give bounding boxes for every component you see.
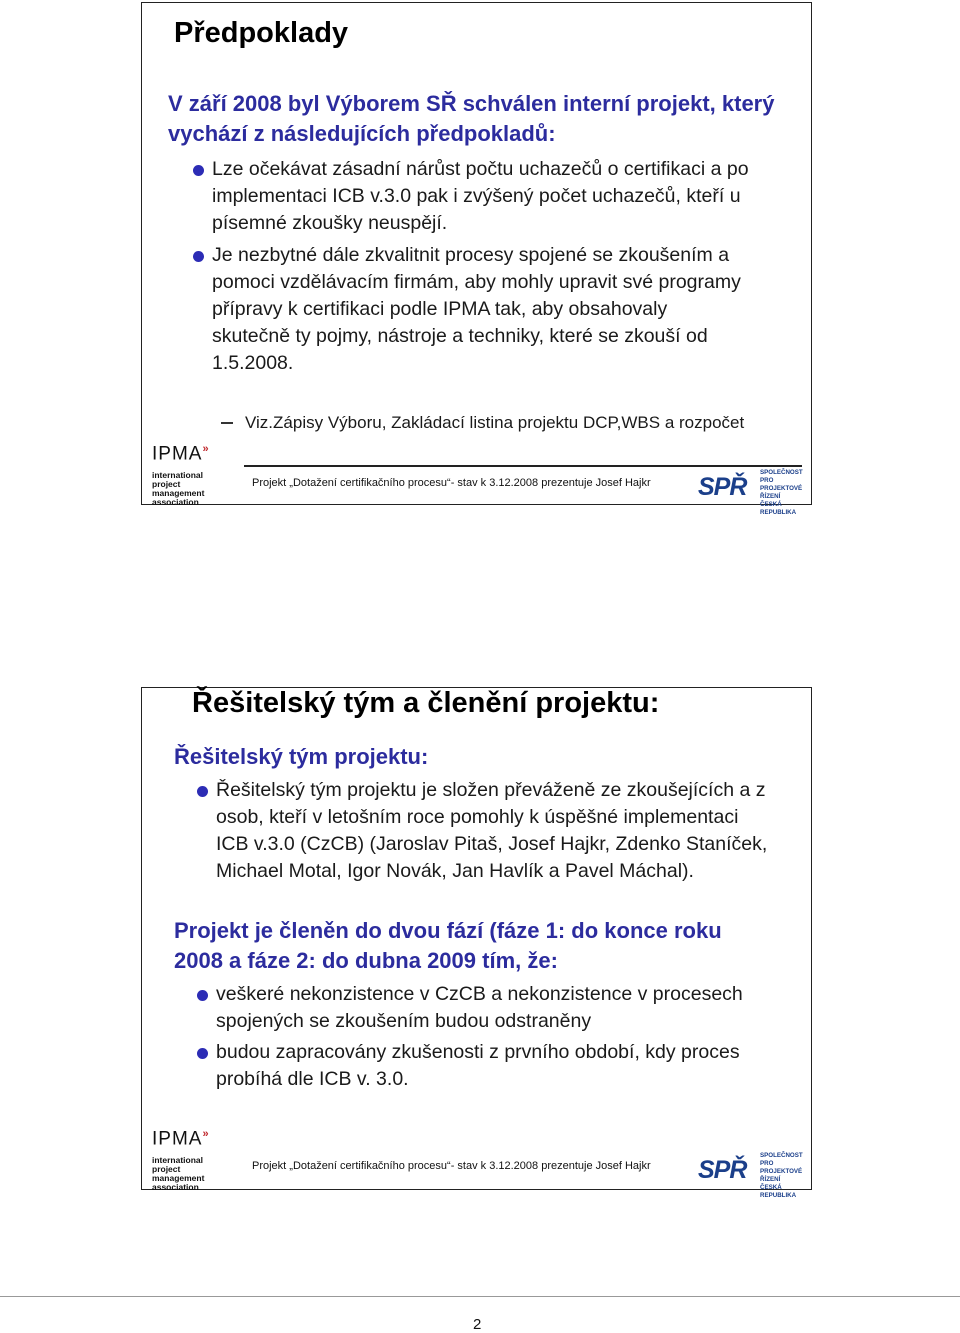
footer-divider — [244, 465, 802, 467]
list-item: Lze očekávat zásadní nárůst počtu uchazečů o certifikaci a po implementaci ICB v.3.0 pak i zvýšený počet uchazečů, kteří u písemné zkoušky neuspějí. — [212, 156, 752, 237]
slide-footer: Projekt „Dotažení certifikačního procesu“- stav k 3.12.2008 prezentuje Josef Hajkr — [252, 477, 651, 489]
spr-logo: SPŘ SPOLEČNOST PRO PROJEKTOVÉ ŘÍZENÍ ČESKÁ REPUBLIKA — [698, 1152, 803, 1199]
spr-logo: SPŘ SPOLEČNOST PRO PROJEKTOVÉ ŘÍZENÍ ČESKÁ REPUBLIKA — [698, 469, 803, 516]
sub-item: Viz.Zápisy Výboru, Zakládací listina projektu DCP,WBS a rozpočet — [245, 411, 745, 434]
slide-predpoklady — [141, 2, 812, 516]
slide-title: Předpoklady — [174, 17, 349, 49]
bullet-icon — [197, 786, 208, 797]
dash-icon — [221, 422, 233, 424]
slide-resitelsky-tym — [141, 687, 812, 1199]
slide-heading: V září 2008 byl Výborem SŘ schválen interní projekt, který vychází z následujících předpokladů: — [168, 91, 775, 146]
slide-heading: Řešitelský tým projektu: — [174, 744, 429, 769]
slide-title: Řešitelský tým a členění projektu: — [192, 687, 660, 719]
bullet-list — [216, 777, 771, 885]
page-footer-divider — [0, 1296, 960, 1297]
bullet-icon — [193, 165, 204, 176]
list-item: Je nezbytné dále zkvalitnit procesy spojené se zkoušením a pomoci vzdělávacím firmám, aby mohly upravit své programy přípravy k certifikaci podle IPMA tak, aby obsahovaly skutečně ty pojmy, nástroje a techniky, které se zkouší od 1.5.2008. — [212, 242, 747, 377]
slide-footer: Projekt „Dotažení certifikačního procesu“- stav k 3.12.2008 prezentuje Josef Hajkr — [252, 1160, 651, 1172]
bullet-icon — [197, 1048, 208, 1059]
bullet-list — [216, 981, 771, 1093]
ipma-logo: IPMA» international project management association — [152, 443, 210, 507]
list-item: budou zapracovány zkušenosti z prvního období, kdy proces probíhá dle ICB v. 3.0. — [216, 1039, 771, 1093]
bullet-icon — [193, 251, 204, 262]
ipma-logo: IPMA» international project management association — [152, 1128, 210, 1192]
list-item: veškeré nekonzistence v CzCB a nekonzistence v procesech spojených se zkoušením budou odstraněny — [216, 981, 771, 1035]
page-number: 2 — [473, 1316, 482, 1333]
bullet-list — [212, 156, 752, 377]
list-item: Řešitelský tým projektu je složen převáženě ze zkoušejících a z osob, kteří v letošním roce pomohly k úspěšné implementaci ICB v.3.0 (CzCB) (Jaroslav Pitaš, Josef Hajkr, Zdenko Staníček, Michael Motal, Igor Novák, Jan Havlík a Pavel Máchal). — [216, 777, 771, 885]
bullet-icon — [197, 990, 208, 1001]
slide-heading: Projekt je členěn do dvou fází (fáze 1: do konce roku 2008 a fáze 2: do dubna 2009 tím, že: — [174, 918, 722, 973]
